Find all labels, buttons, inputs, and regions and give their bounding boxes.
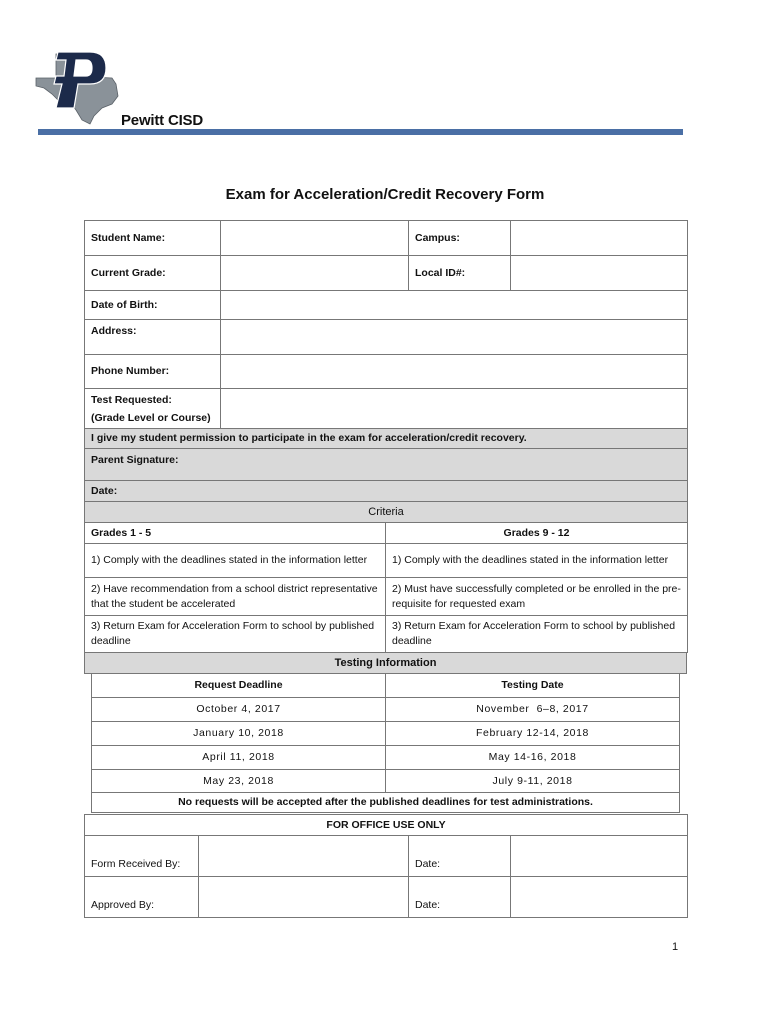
test-requested-label-cell (85, 389, 221, 429)
header-rule (38, 129, 683, 135)
office-date-label: Date: (409, 877, 511, 918)
test-requested-label: Test Requested: (91, 393, 172, 406)
testing-heading: Testing Information (85, 653, 687, 674)
dob-field[interactable] (221, 291, 688, 320)
request-deadline-cell: April 11, 2018 (92, 746, 386, 770)
testing-heading-table (84, 652, 687, 674)
office-use-heading: FOR OFFICE USE ONLY (85, 815, 688, 836)
criteria-table (84, 501, 688, 653)
district-name: Pewitt CISD (121, 112, 203, 129)
permission-date-field[interactable] (85, 481, 688, 502)
student-name-label: Student Name: (85, 221, 221, 256)
criteria-left-item: 3) Return Exam for Acceleration Form to school by published deadline (85, 616, 386, 653)
phone-label: Phone Number: (85, 355, 221, 389)
criteria-left-item: 2) Have recommendation from a school district representative that the student be accelerated (85, 578, 386, 616)
request-deadline-cell: May 23, 2018 (92, 770, 386, 793)
criteria-right-heading: Grades 9 - 12 (386, 523, 688, 544)
form-received-field[interactable] (199, 836, 409, 877)
pewitt-logo-icon (32, 48, 122, 126)
request-deadline-header: Request Deadline (92, 674, 386, 698)
test-requested-sublabel: (Grade Level or Course) (91, 411, 211, 424)
criteria-heading: Criteria (85, 502, 688, 523)
office-use-table (84, 814, 688, 918)
campus-field[interactable] (511, 221, 688, 256)
form-received-date-field[interactable] (511, 836, 688, 877)
approved-by-field[interactable] (199, 877, 409, 918)
criteria-right-item: 3) Return Exam for Acceleration Form to school by published deadline (386, 616, 688, 653)
test-requested-field[interactable] (221, 389, 688, 429)
request-deadline-cell: October 4, 2017 (92, 698, 386, 722)
permission-date-label: Date: (91, 484, 118, 497)
testing-dates-table (91, 673, 680, 813)
deadline-note: No requests will be accepted after the published deadlines for test administrations. (92, 793, 680, 813)
office-date-label: Date: (409, 836, 511, 877)
criteria-right-item: 2) Must have successfully completed or be enrolled in the pre-requisite for requested exam (386, 578, 688, 616)
phone-field[interactable] (221, 355, 688, 389)
criteria-left-heading: Grades 1 - 5 (85, 523, 386, 544)
criteria-left-item: 1) Comply with the deadlines stated in the information letter (85, 544, 386, 578)
form-received-label: Form Received By: (85, 836, 199, 877)
campus-label: Campus: (409, 221, 511, 256)
student-info-table (84, 220, 688, 502)
address-field[interactable] (221, 320, 688, 355)
testing-date-cell: November 6–8, 2017 (386, 698, 680, 722)
current-grade-label: Current Grade: (85, 256, 221, 291)
dob-label: Date of Birth: (85, 291, 221, 320)
address-label: Address: (85, 320, 221, 355)
form-title: Exam for Acceleration/Credit Recovery Form (225, 186, 545, 203)
local-id-label: Local ID#: (409, 256, 511, 291)
testing-date-header: Testing Date (386, 674, 680, 698)
permission-statement: I give my student permission to participate in the exam for acceleration/credit recovery. (85, 429, 688, 449)
student-name-field[interactable] (221, 221, 409, 256)
parent-signature-label: Parent Signature: (91, 454, 179, 466)
approved-by-label: Approved By: (85, 877, 199, 918)
page-number: 1 (672, 941, 679, 953)
local-id-field[interactable] (511, 256, 688, 291)
approved-date-field[interactable] (511, 877, 688, 918)
current-grade-field[interactable] (221, 256, 409, 291)
testing-date-cell: May 14-16, 2018 (386, 746, 680, 770)
criteria-right-item: 1) Comply with the deadlines stated in the information letter (386, 544, 688, 578)
request-deadline-cell: January 10, 2018 (92, 722, 386, 746)
testing-date-cell: February 12-14, 2018 (386, 722, 680, 746)
testing-date-cell: July 9-11, 2018 (386, 770, 680, 793)
parent-signature-field[interactable] (85, 449, 688, 481)
